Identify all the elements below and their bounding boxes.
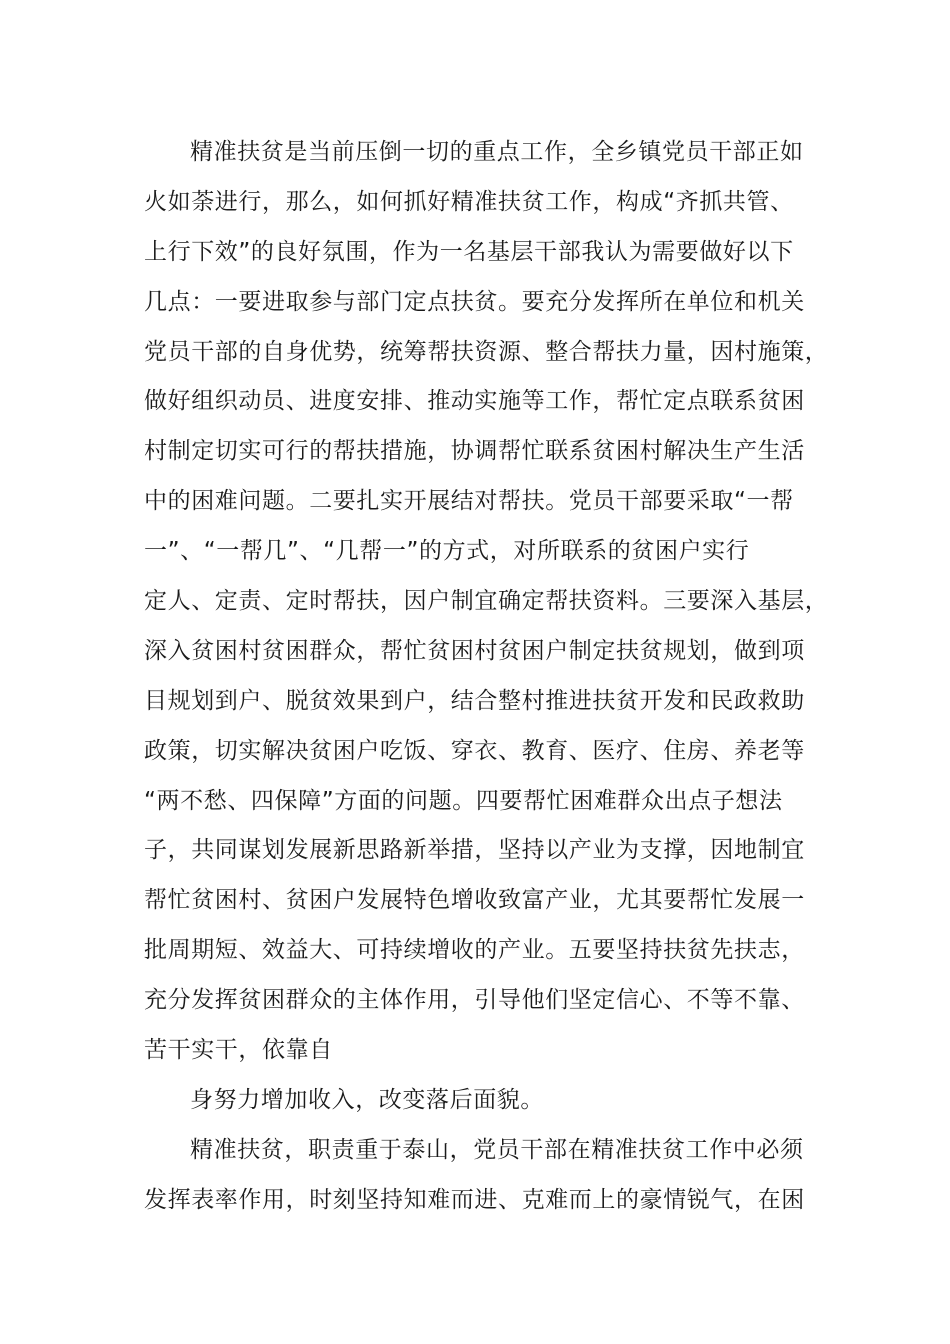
paragraph-3-line: 发挥表率作用，时刻坚持知难而进、克难而上的豪情锐气，在困 [144,1186,805,1213]
document-body [144,128,829,1226]
paragraph-1-line: 充分发挥贫困群众的主体作用，引导他们坚定信心、不等不靠、 [144,987,805,1014]
paragraph-1-line: 深入贫困村贫困群众，帮忙贫困村贫困户制定扶贫规划，做到项 [144,637,805,664]
paragraph-1-line: 苦干实干，依靠自 [144,1037,333,1064]
paragraph-1-line: 村制定切实可行的帮扶措施，协调帮忙联系贫困村解决生产生活 [144,438,805,465]
paragraph-1-line: 中的困难问题。二要扎实开展结对帮扶。党员干部要采取“一帮 [144,488,794,515]
paragraph-1-line: 批周期短、效益大、可持续增收的产业。五要坚持扶贫先扶志， [144,937,805,964]
paragraph-1-line: 党员干部的自身优势，统筹帮扶资源、整合帮扶力量，因村施策， [144,338,829,365]
paragraph-1-line: 目规划到户、脱贫效果到户，结合整村推进扶贫开发和民政救助 [144,687,805,714]
paragraph-1-line: “两不愁、四保障”方面的问题。四要帮忙困难群众出点子想法 [144,787,783,814]
paragraph-3-line: 精准扶贫，职责重于泰山，党员干部在精准扶贫工作中必须 [190,1136,804,1163]
paragraph-1-line: 几点：一要进取参与部门定点扶贫。要充分发挥所在单位和机关 [144,288,805,315]
paragraph-1-line: 做好组织动员、进度安排、推动实施等工作，帮忙定点联系贫困 [144,388,805,415]
paragraph-1-line: 子，共同谋划发展新思路新举措，坚持以产业为支撑，因地制宜 [144,837,805,864]
paragraph-1-line: 火如荼进行，那么，如何抓好精准扶贫工作，构成“齐抓共管、 [144,188,794,215]
paragraph-1-line: 精准扶贫是当前压倒一切的重点工作，全乡镇党员干部正如 [190,139,804,165]
paragraph-2-line: 身努力增加收入，改变落后面貌。 [190,1086,544,1113]
paragraph-1-line: 政策，切实解决贫困户吃饭、穿衣、教育、医疗、住房、养老等 [144,737,805,764]
paragraph-1-line: 定人、定责、定时帮扶，因户制宜确定帮扶资料。三要深入基层， [144,588,829,615]
paragraph-1-line: 帮忙贫困村、贫困户发展特色增收致富产业，尤其要帮忙发展一 [144,887,805,914]
paragraph-1-line: 一”、“一帮几”、“几帮一”的方式，对所联系的贫困户实行 [144,538,750,565]
paragraph-1-line: 上行下效”的良好氛围，作为一名基层干部我认为需要做好以下 [144,238,794,265]
